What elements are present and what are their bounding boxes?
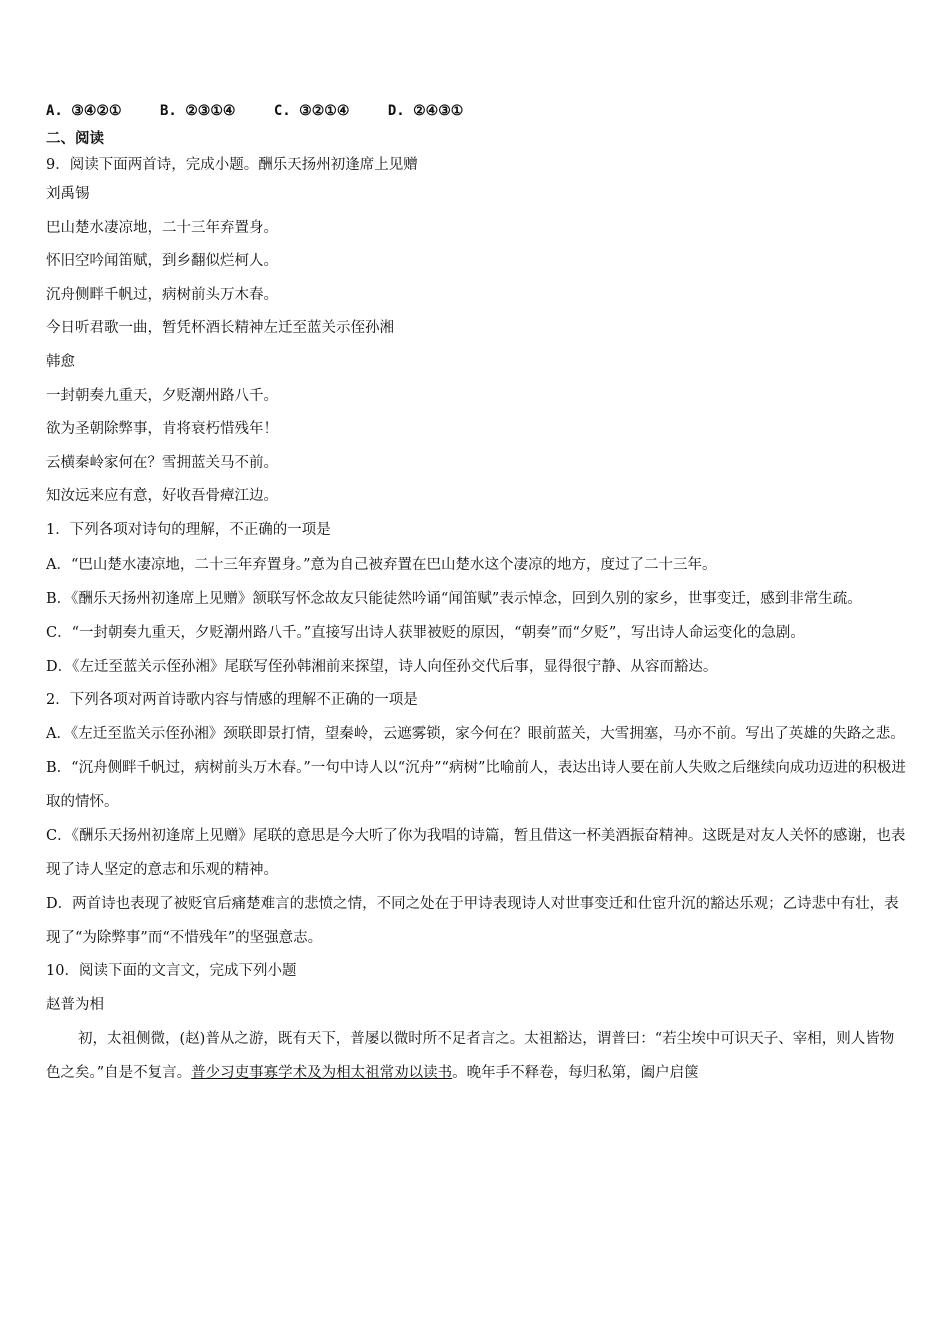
option-b: B. ②③①④ <box>159 103 236 119</box>
sub2-stem: 2．下列各项对两首诗歌内容与情感的理解不正确的一项是 <box>46 691 418 708</box>
sub2-option-d: D．两首诗也表现了被贬官后痛楚难言的悲愤之情，不同之处在于甲诗表现诗人对世事变迁和仕宦升沉的豁达乐观；乙诗悲中有壮，表现了“为除弊事”而“不惜残年”的坚强意志。 <box>46 896 899 947</box>
poem1-line: 沉舟侧畔千帆过，病树前头万木春。 <box>46 286 278 303</box>
option-a: A. ③④②① <box>46 103 122 119</box>
previous-question-options <box>46 96 906 126</box>
q10-intro: 10．阅读下面的文言文，完成下列小题 <box>46 963 297 980</box>
sub1-option-d: D．《左迁至蓝关示侄孙湘》尾联写侄孙韩湘前来探望，诗人向侄孙交代后事，显得很宁静、从容而豁达。 <box>46 658 718 675</box>
underlined-sentence: 普少习吏事寡学术及为相太祖常劝以读书 <box>191 1065 453 1082</box>
q9-intro: 9．阅读下面两首诗，完成小题。酬乐天扬州初逢席上见赠 <box>46 157 418 173</box>
poem1-line: 今日听君歌一曲，暂凭杯酒长精神左迁至蓝关示侄孙湘 <box>46 320 394 337</box>
sub1-stem: 1．下列各项对诗句的理解，不正确的一项是 <box>46 521 331 538</box>
passage-paragraph <box>46 1022 906 1090</box>
poem2-line: 一封朝奏九重天，夕贬潮州路八千。 <box>46 387 278 404</box>
sub2-option-c: C．《酬乐天扬州初逢席上见赠》尾联的意思是今大听了你为我唱的诗篇，暂且借这一杯美酒振奋精神。这既是对友人关怀的感谢，也表现了诗人坚定的意志和乐观的精神。 <box>46 828 906 879</box>
poem2-author: 韩愈 <box>46 353 75 370</box>
sub1-option-a: A．“巴山楚水凄凉地，二十三年弃置身。”意为自己被弃置在巴山楚水这个凄凉的地方，度过了二十三年。 <box>46 556 717 573</box>
poem1-line: 怀旧空吟闻笛赋，到乡翻似烂柯人。 <box>46 253 278 270</box>
section-heading: 二、阅读 <box>46 131 104 147</box>
poem1-author: 刘禹锡 <box>46 186 90 202</box>
poem2-line: 云横秦岭家何在？雪拥蓝关马不前。 <box>46 454 278 471</box>
passage-title: 赵普为相 <box>46 996 104 1013</box>
sub2-option-b: B．“沉舟侧畔千帆过，病树前头万木春。”一句中诗人以“沉舟”“病树”比喻前人，表达出诗人要在前人失败之后继续向成功迈进的积极进取的情怀。 <box>46 760 906 811</box>
passage-text: 初，太祖侧微，(赵)普从之游，既有天下，普屡以微时所不足者言之。太祖豁达，谓普曰：“若尘埃中可识天子、宰相，则人皆物色之矣。”自是不复言。 <box>46 1031 895 1082</box>
option-c: C. ③②①④ <box>273 103 350 119</box>
poem1-line: 巴山楚水凄凉地，二十三年弃置身。 <box>46 219 278 236</box>
sub1-option-b: B．《酬乐天扬州初逢席上见赠》颔联写怀念故友只能徒然吟诵“闻笛赋”表示悼念，回到久别的家乡，世事变迁，感到非常生疏。 <box>46 590 862 607</box>
poem2-line: 欲为圣朝除弊事，肯将衰朽惜残年！ <box>46 421 278 438</box>
poem2-line: 知汝远来应有意，好收吾骨瘴江边。 <box>46 488 278 505</box>
sub1-option-c: C．“一封朝奏九重天，夕贬潮州路八千。”直接写出诗人获罪被贬的原因，“朝奏”而“夕贬”，写出诗人命运变化的急剧。 <box>46 624 805 641</box>
option-d: D. ②④③① <box>387 103 464 119</box>
passage-text-continued: 。晚年手不释卷，每归私第，阖户启箧 <box>452 1065 699 1082</box>
sub2-option-a: A．《左迁至监关示侄孙湘》颈联即景打情，望秦岭，云遮雾锁，家今何在？眼前蓝关，大雪拥塞，马亦不前。写出了英雄的失路之悲。 <box>46 726 905 743</box>
document-page <box>46 96 906 1090</box>
